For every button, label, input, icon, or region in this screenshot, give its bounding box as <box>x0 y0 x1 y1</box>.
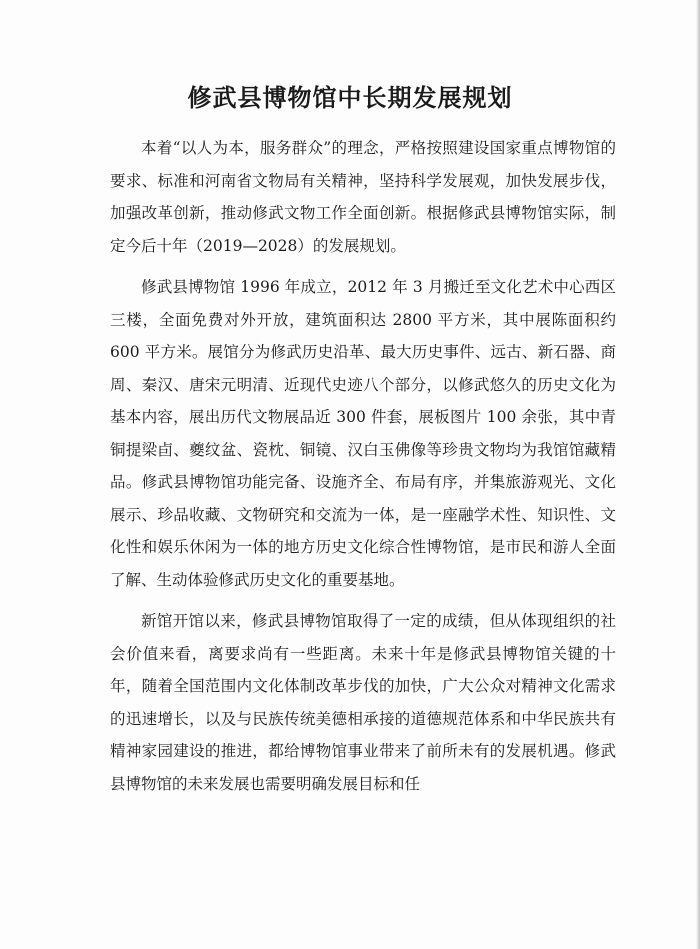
paragraph-intro: 本着“以人为本，服务群众”的理念，严格按照建设国家重点博物馆的要求、标准和河南省文物局有关精神，坚持科学发展观，加快发展步伐，加强改革创新，推动修武文物工作全面创新。根据修武县博物馆实际，制定今后十年（2019—2028）的发展规划。 <box>110 139 616 255</box>
document-body <box>110 132 616 809</box>
paragraph-museum-overview: 修武县博物馆 1996 年成立，2012 年 3 月搬迁至文化艺术中心西区三楼，全面免费对外开放，建筑面积达 2800 平方米，其中展陈面积约 600 平方米。展馆分为修武历史沿革、最大历史事件、远古、新石器、商周、秦汉、唐宋元明清、近现代史迹八个部分，以修武悠久的历史文化为基本内容，展出历代文物展品近 300 件套，展板图片 100 余张，其中青铜提梁卣、夔纹盆、瓷枕、铜镜、汉白玉佛像等珍贵文物均为我馆馆藏精品。修武县博物馆功能完备、设施齐全、布局有序，并集旅游观光、文化展示、珍品收藏、文物研究和交流为一体，是一座融学术性、知识性、文化性和娱乐休闲为一体的地方历史文化综合性博物馆，是市民和游人全面了解、生动体验修武历史文化的重要基地。 <box>110 278 616 589</box>
document-title: 修武县博物馆中长期发展规划 <box>187 84 513 112</box>
paragraph-development-outlook: 新馆开馆以来，修武县博物馆取得了一定的成绩，但从体现组织的社会价值来看，离要求尚有一些距离。未来十年是修武县博物馆关键的十年，随着全国范围内文化体制改革步伐的加快，广大公众对精神文化需求的迅速增长，以及与民族传统美德相承接的道德规范体系和中华民族共有精神家园建设的推进，都给博物馆事业带来了前所未有的发展机遇。修武县博物馆的未来发展也需要明确发展目标和任 <box>110 612 616 793</box>
scan-edge-shadow <box>696 0 700 949</box>
